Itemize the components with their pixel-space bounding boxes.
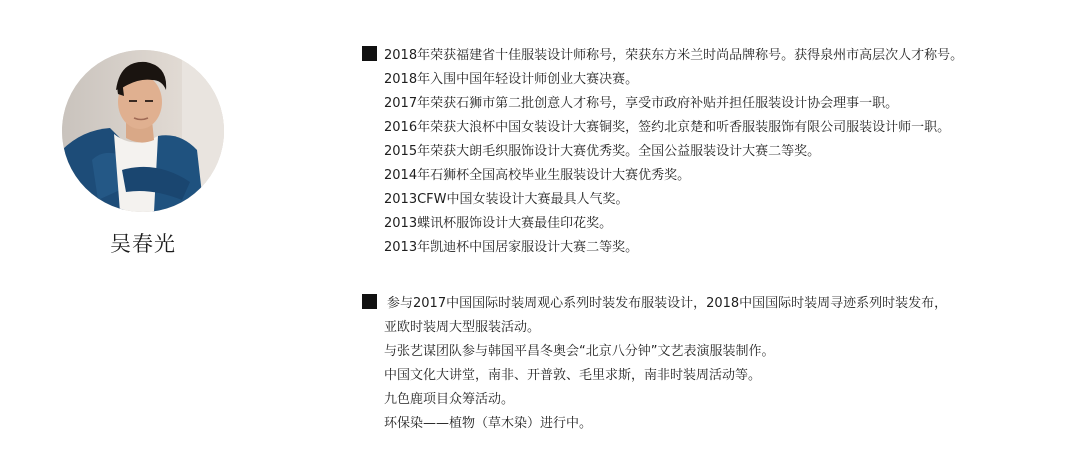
- list-item: 2017年荣获石狮市第二批创意人才称号，享受市政府补贴并担任服装设计协会理事一职。: [384, 96, 899, 111]
- list-item: 2013CFW中国女装设计大赛最具人气奖。: [384, 192, 629, 207]
- list-item: 环保染——植物（草木染）进行中。: [384, 416, 593, 431]
- list-item: 亚欧时装周大型服装活动。: [384, 320, 541, 335]
- avatar: [62, 50, 224, 212]
- awards-section: [362, 44, 1062, 260]
- square-bullet-icon: [362, 294, 377, 309]
- list-item: [362, 292, 1062, 316]
- designer-name: 吴春光: [110, 232, 176, 256]
- list-item: 2015年荣获大朗毛织服饰设计大赛优秀奖。全国公益服装设计大赛二等奖。: [384, 144, 821, 159]
- profile-card: [62, 50, 224, 256]
- list-item: 2014年石狮杯全国高校毕业生服装设计大赛优秀奖。: [384, 168, 691, 183]
- list-item: 2013年凯迪杯中国居家服设计大赛二等奖。: [384, 240, 639, 255]
- activities-section: [362, 292, 1062, 436]
- square-bullet-icon: [362, 46, 377, 61]
- list-item: 2016年荣获大浪杯中国女装设计大赛铜奖，签约北京楚和听香服装服饰有限公司服装设计师一职。: [384, 120, 951, 135]
- list-item: 2013蝶讯杯服饰设计大赛最佳印花奖。: [384, 216, 613, 231]
- list-item: 2018年入围中国年轻设计师创业大赛决赛。: [384, 72, 639, 87]
- list-item: 中国文化大讲堂，南非、开普敦、毛里求斯，南非时装周活动等。: [384, 368, 762, 383]
- list-item: 与张艺谋团队参与韩国平昌冬奥会“北京八分钟”文艺表演服装制作。: [384, 344, 775, 359]
- award-text: 2018年荣获福建省十佳服装设计师称号，荣获东方米兰时尚品牌称号。获得泉州市高层次人才称号。: [384, 48, 964, 63]
- activity-text: 参与2017中国国际时装周观心系列时装发布服装设计，2018中国国际时装周寻迹系列时装发布，: [387, 296, 948, 311]
- list-item: [362, 44, 1062, 68]
- list-item: 九色鹿项目众筹活动。: [384, 392, 515, 407]
- portrait-photo: [62, 50, 224, 212]
